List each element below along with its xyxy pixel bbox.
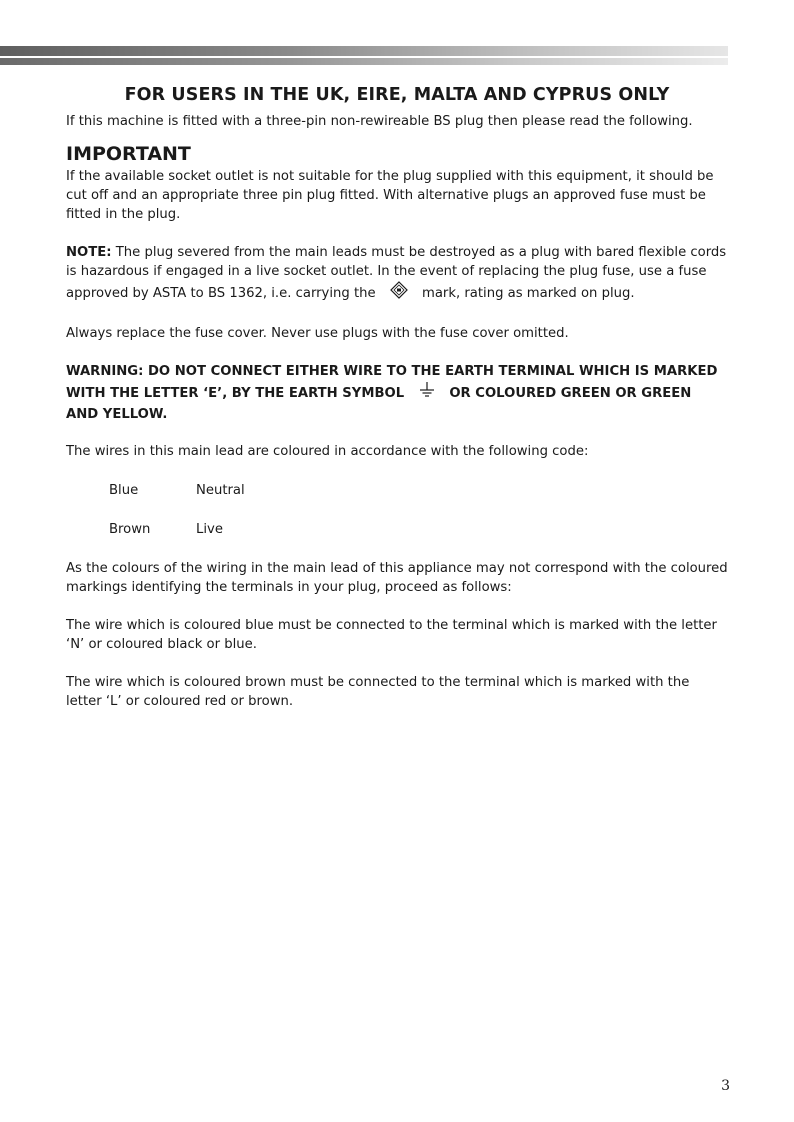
warning-text: WARNING: DO NOT CONNECT EITHER WIRE TO THE EARTH TERMINAL WHICH IS MARKED WITH THE LETTER ‘E’, BY THE EARTH SYMBOL	[66, 364, 718, 401]
blue-wire-instruction: The wire which is coloured blue must be connected to the terminal which is marked with the letter ‘N’ or coloured black or blue.	[66, 618, 717, 652]
wire-colour: Blue	[109, 483, 139, 498]
page-number: 3	[721, 1078, 730, 1094]
brown-wire-instruction: The wire which is coloured brown must be connected to the terminal which is marked with the letter ‘L’ or coloured red or brown.	[66, 675, 690, 709]
header-bar-band-lower	[0, 58, 728, 65]
wire-function: Live	[196, 522, 223, 537]
wire-code-row	[109, 520, 728, 539]
instructions-paragraph: As the colours of the wiring in the main lead of this appliance may not correspond with the coloured markings identifying the terminals in your plug, proceed as follows:	[66, 561, 728, 595]
header-decorative-bar	[0, 46, 728, 66]
important-paragraph: If the available socket outlet is not suitable for the plug supplied with this equipment, it should be cut off and an appropriate three pin plug fitted. With alternative plugs an approved fuse must be fitted in the plug.	[66, 169, 714, 222]
code-intro-text: The wires in this main lead are coloured in accordance with the following code:	[66, 444, 589, 459]
note-text: The plug severed from the main leads must be destroyed as a plug with bared flexible cords is hazardous if engaged in a live socket outlet. In the event of replacing the plug fuse, use a fuse approved by ASTA to BS 1362, i.e. carrying the	[66, 245, 727, 301]
note-paragraph	[66, 243, 728, 305]
important-heading: IMPORTANT	[66, 143, 191, 165]
warning-text-end: OR COLOURED GREEN OR GREEN AND YELLOW.	[66, 386, 692, 422]
fuse-cover-text: Always replace the fuse cover. Never use plugs with the fuse cover omitted.	[66, 326, 569, 341]
page-title: FOR USERS IN THE UK, EIRE, MALTA AND CYPRUS ONLY	[124, 85, 670, 105]
header-bar-band-upper	[0, 46, 728, 56]
note-text-end: mark, rating as marked on plug.	[422, 286, 635, 301]
earth-symbol-icon	[419, 381, 435, 405]
wire-colour: Brown	[109, 522, 151, 537]
wire-code-row	[109, 481, 728, 500]
asta-mark-icon	[390, 281, 408, 305]
note-label: NOTE:	[66, 245, 112, 260]
warning-paragraph	[66, 362, 728, 424]
wire-function: Neutral	[196, 483, 245, 498]
page-content	[66, 82, 728, 711]
intro-text: If this machine is fitted with a three-pin non-rewireable BS plug then please read the following.	[66, 114, 693, 129]
